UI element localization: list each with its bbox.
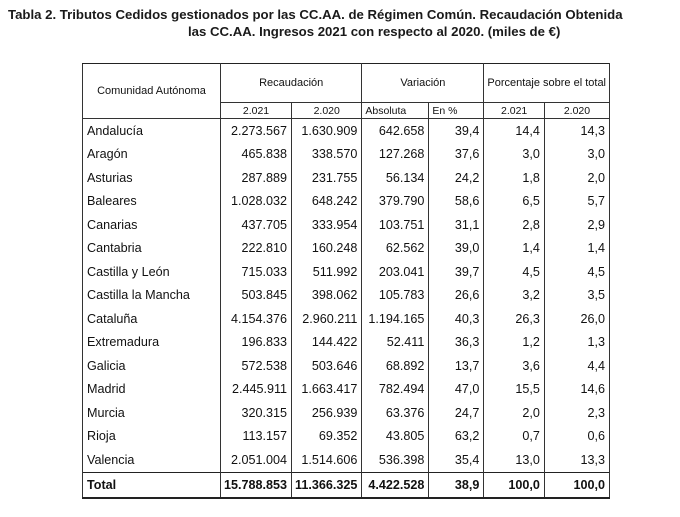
cell-pct-2020: 0,6 — [544, 425, 609, 449]
cell-community: Cantabria — [83, 237, 221, 261]
table-row — [83, 119, 610, 143]
cell-rec-2021: 2.445.911 — [221, 378, 292, 402]
header-variacion: Variación — [362, 64, 484, 103]
header-community: Comunidad Autónoma — [83, 64, 221, 119]
cell-rec-2020: 338.570 — [292, 143, 362, 167]
cell-var-absoluta: 62.562 — [362, 237, 429, 261]
cell-var-absoluta: 379.790 — [362, 190, 429, 214]
cell-pct-2021: 3,0 — [484, 143, 545, 167]
cell-var-pct: 63,2 — [429, 425, 484, 449]
cell-rec-2020: 1.630.909 — [292, 119, 362, 143]
cell-pct-2021: 15,5 — [484, 378, 545, 402]
cell-community: Asturias — [83, 166, 221, 190]
cell-var-absoluta: 642.658 — [362, 119, 429, 143]
cell-var-pct: 37,6 — [429, 143, 484, 167]
header-row-groups — [83, 64, 610, 103]
cell-rec-2020: 333.954 — [292, 213, 362, 237]
header-var-absoluta: Absoluta — [362, 103, 429, 119]
total-label: Total — [83, 472, 221, 498]
total-cell-var-pct: 38,9 — [429, 472, 484, 498]
cell-rec-2020: 144.422 — [292, 331, 362, 355]
cell-pct-2021: 4,5 — [484, 260, 545, 284]
cell-rec-2021: 196.833 — [221, 331, 292, 355]
cell-rec-2020: 1.663.417 — [292, 378, 362, 402]
cell-community: Andalucía — [83, 119, 221, 143]
table-row — [83, 378, 610, 402]
cell-community: Extremadura — [83, 331, 221, 355]
cell-var-absoluta: 52.411 — [362, 331, 429, 355]
cell-rec-2021: 113.157 — [221, 425, 292, 449]
cell-var-absoluta: 127.268 — [362, 143, 429, 167]
cell-pct-2020: 4,5 — [544, 260, 609, 284]
cell-pct-2020: 2,3 — [544, 401, 609, 425]
total-cell-rec-2020: 11.366.325 — [292, 472, 362, 498]
cell-rec-2020: 511.992 — [292, 260, 362, 284]
cell-rec-2021: 715.033 — [221, 260, 292, 284]
cell-var-pct: 39,7 — [429, 260, 484, 284]
cell-community: Galicia — [83, 354, 221, 378]
cell-pct-2020: 2,9 — [544, 213, 609, 237]
table-title — [8, 6, 676, 40]
table-title-line-1: Tabla 2. Tributos Cedidos gestionados por las CC.AA. de Régimen Común. Recaudación Obtenida — [8, 7, 623, 22]
cell-var-absoluta: 536.398 — [362, 448, 429, 472]
cell-var-pct: 40,3 — [429, 307, 484, 331]
cell-var-pct: 36,3 — [429, 331, 484, 355]
total-row — [83, 472, 610, 498]
table-row — [83, 354, 610, 378]
cell-rec-2021: 503.845 — [221, 284, 292, 308]
cell-rec-2020: 256.939 — [292, 401, 362, 425]
cell-var-pct: 24,2 — [429, 166, 484, 190]
total-cell-pct-2020: 100,0 — [544, 472, 609, 498]
cell-community: Valencia — [83, 448, 221, 472]
cell-pct-2021: 13,0 — [484, 448, 545, 472]
cell-rec-2021: 572.538 — [221, 354, 292, 378]
table-row — [83, 260, 610, 284]
cell-var-absoluta: 105.783 — [362, 284, 429, 308]
cell-pct-2021: 3,6 — [484, 354, 545, 378]
table-row — [83, 401, 610, 425]
cell-rec-2021: 2.273.567 — [221, 119, 292, 143]
header-pct-2020: 2.020 — [544, 103, 609, 119]
cell-pct-2020: 4,4 — [544, 354, 609, 378]
cell-pct-2020: 1,4 — [544, 237, 609, 261]
cell-pct-2021: 26,3 — [484, 307, 545, 331]
table-body — [83, 119, 610, 498]
table-row — [83, 143, 610, 167]
cell-var-pct: 39,0 — [429, 237, 484, 261]
cell-var-pct: 31,1 — [429, 213, 484, 237]
header-var-pct: En % — [429, 103, 484, 119]
table-row — [83, 448, 610, 472]
cell-community: Aragón — [83, 143, 221, 167]
cell-pct-2020: 3,0 — [544, 143, 609, 167]
table-row — [83, 237, 610, 261]
table-row — [83, 331, 610, 355]
cell-pct-2021: 1,8 — [484, 166, 545, 190]
cell-community: Baleares — [83, 190, 221, 214]
cell-var-absoluta: 1.194.165 — [362, 307, 429, 331]
cell-pct-2020: 3,5 — [544, 284, 609, 308]
cell-rec-2021: 465.838 — [221, 143, 292, 167]
cell-var-pct: 26,6 — [429, 284, 484, 308]
cell-pct-2021: 0,7 — [484, 425, 545, 449]
cell-community: Cataluña — [83, 307, 221, 331]
cell-pct-2020: 5,7 — [544, 190, 609, 214]
cell-rec-2020: 648.242 — [292, 190, 362, 214]
table-row — [83, 166, 610, 190]
header-porcentaje: Porcentaje sobre el total — [484, 64, 610, 103]
cell-var-absoluta: 56.134 — [362, 166, 429, 190]
header-pct-2021: 2.021 — [484, 103, 545, 119]
cell-rec-2021: 320.315 — [221, 401, 292, 425]
cell-rec-2020: 69.352 — [292, 425, 362, 449]
cell-community: Canarias — [83, 213, 221, 237]
revenue-table — [82, 63, 610, 499]
table-row — [83, 190, 610, 214]
cell-var-absoluta: 103.751 — [362, 213, 429, 237]
cell-pct-2020: 14,3 — [544, 119, 609, 143]
cell-var-absoluta: 203.041 — [362, 260, 429, 284]
cell-var-absoluta: 63.376 — [362, 401, 429, 425]
header-recaudacion: Recaudación — [221, 64, 362, 103]
total-cell-var-absoluta: 4.422.528 — [362, 472, 429, 498]
cell-pct-2020: 13,3 — [544, 448, 609, 472]
cell-pct-2020: 26,0 — [544, 307, 609, 331]
cell-rec-2021: 437.705 — [221, 213, 292, 237]
cell-pct-2021: 3,2 — [484, 284, 545, 308]
cell-community: Murcia — [83, 401, 221, 425]
cell-rec-2021: 2.051.004 — [221, 448, 292, 472]
table-row — [83, 284, 610, 308]
cell-pct-2021: 14,4 — [484, 119, 545, 143]
table-row — [83, 213, 610, 237]
total-cell-pct-2021: 100,0 — [484, 472, 545, 498]
cell-pct-2021: 1,4 — [484, 237, 545, 261]
cell-community: Castilla la Mancha — [83, 284, 221, 308]
table-title-line-2: las CC.AA. Ingresos 2021 con respecto al 2020. (miles de €) — [188, 24, 561, 39]
cell-pct-2021: 6,5 — [484, 190, 545, 214]
cell-var-pct: 35,4 — [429, 448, 484, 472]
cell-pct-2021: 2,8 — [484, 213, 545, 237]
cell-rec-2020: 160.248 — [292, 237, 362, 261]
cell-pct-2020: 1,3 — [544, 331, 609, 355]
cell-rec-2021: 1.028.032 — [221, 190, 292, 214]
cell-community: Castilla y León — [83, 260, 221, 284]
cell-rec-2021: 287.889 — [221, 166, 292, 190]
cell-var-pct: 58,6 — [429, 190, 484, 214]
cell-rec-2020: 231.755 — [292, 166, 362, 190]
cell-var-absoluta: 68.892 — [362, 354, 429, 378]
cell-rec-2021: 222.810 — [221, 237, 292, 261]
cell-var-pct: 47,0 — [429, 378, 484, 402]
cell-community: Rioja — [83, 425, 221, 449]
cell-var-pct: 39,4 — [429, 119, 484, 143]
table-row — [83, 307, 610, 331]
cell-rec-2021: 4.154.376 — [221, 307, 292, 331]
total-cell-rec-2021: 15.788.853 — [221, 472, 292, 498]
cell-rec-2020: 2.960.211 — [292, 307, 362, 331]
cell-var-absoluta: 43.805 — [362, 425, 429, 449]
cell-var-pct: 24,7 — [429, 401, 484, 425]
cell-rec-2020: 398.062 — [292, 284, 362, 308]
cell-community: Madrid — [83, 378, 221, 402]
cell-rec-2020: 1.514.606 — [292, 448, 362, 472]
cell-var-pct: 13,7 — [429, 354, 484, 378]
header-rec-2020: 2.020 — [292, 103, 362, 119]
cell-rec-2020: 503.646 — [292, 354, 362, 378]
cell-pct-2020: 14,6 — [544, 378, 609, 402]
cell-var-absoluta: 782.494 — [362, 378, 429, 402]
cell-pct-2021: 1,2 — [484, 331, 545, 355]
table-row — [83, 425, 610, 449]
cell-pct-2021: 2,0 — [484, 401, 545, 425]
cell-pct-2020: 2,0 — [544, 166, 609, 190]
header-rec-2021: 2.021 — [221, 103, 292, 119]
